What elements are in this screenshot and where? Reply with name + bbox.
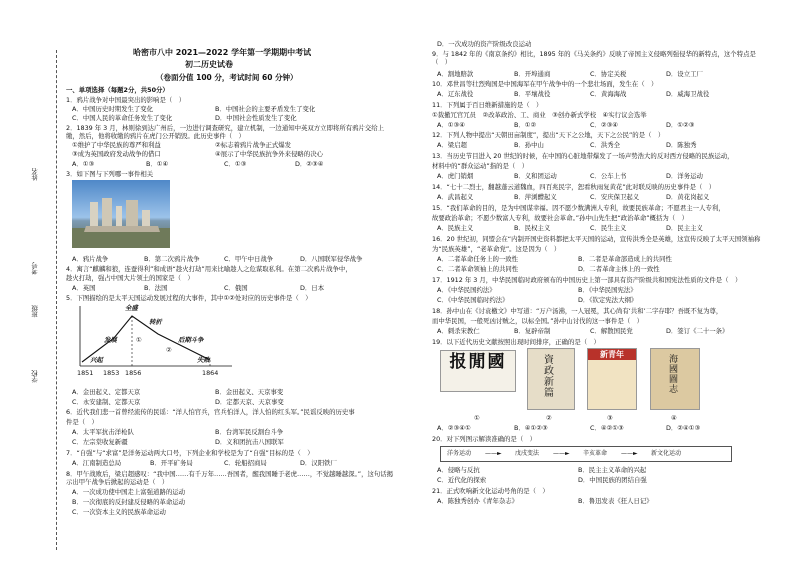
q20-option-b: B．民主主义革命的兴起 [578, 466, 647, 474]
q15-stem-2: 故要政治革命；不愿少数富人专利，故要社会革命。”孙中山先生把“政治革命”概括为（ ） [432, 214, 688, 222]
q19-option-b: B．④①②③ [514, 424, 548, 432]
q2-item-4: ④展示了中华民族抗争外来侵略的决心 [215, 150, 323, 158]
q3-option-c: C．甲午中日战争 [224, 255, 274, 263]
diagram-label-start: 兴起 [90, 356, 103, 364]
q2-stem: 2．1839 年 3 月，林则徐到达广州后，一边进行调查研究，建立机制，一边通知中英双方立即将所有鸦片交给上缴，然后，他将收缴的鸦片在虎门公开销毁。此历史事件（ ） [66, 124, 385, 140]
q16-option-c: C．二者革命领袖上的共同性 [437, 265, 519, 273]
q7-option-c: C．轮船招商局 [224, 459, 267, 467]
q8-option-d: D．一次成功的资产阶级改良运动 [437, 40, 532, 48]
q20-option-a: A．侵略与反抗 [437, 466, 480, 474]
q20-option-d: D．中国民族的团结自强 [578, 476, 647, 484]
q1-stem: 1．鸦片战争对中国最突出的影响是（ ） [66, 96, 186, 104]
q11-stem: 11．下列属于百日维新措施的是（ ） [432, 101, 543, 109]
q19-marker-1: ① [474, 414, 480, 422]
flow-arrow-3: ——► [621, 450, 638, 457]
q5-stem: 5．下图描绘的是太平天国运动发展过程的大事件，其中①②处对应的历史事件是（ ） [66, 294, 312, 302]
q6-stem: 6．近代我们悲一首曾经流传的民谣：“洋人怕官兵，官兵怕洋人，洋人怕的红头军。”民谣反映的历史事 [66, 408, 355, 416]
q6-stem-2: 件是（ ） [66, 418, 98, 426]
binding-school-label: 学校 [31, 370, 39, 383]
q8-option-c: C．一次资本主义的民族革命运动 [72, 508, 166, 516]
q4-stem: 4．寓言“麒麟和狼，连蚕得利”和成语“趁火打劫”用来比喻趁人之危谋取私利。在第二次鸦片战争中， [66, 265, 352, 273]
diagram-x-1856: 1856 [125, 369, 142, 377]
q3-option-a: A．鸦片战争 [72, 255, 109, 263]
q4-option-d: D．日本 [300, 284, 325, 292]
flow-step-4: 新文化运动 [651, 450, 682, 457]
q5-option-a: A．金田起义、定都天京 [72, 388, 141, 396]
q13-option-a: A．虎门销烟 [437, 172, 474, 180]
flow-step-3: 辛亥革命 [583, 450, 608, 457]
q1-option-a: A．中国历史时期发生了变化 [72, 105, 154, 113]
q19-image-4 [650, 348, 700, 410]
q17-option-d: D．《钦定宪法大纲》 [578, 296, 638, 304]
q19-image-1-masthead: 报閒國 [449, 352, 507, 372]
q16-stem-2: 为“民族英雄”，“老革命党”。这是因为（ ） [432, 245, 561, 253]
q14-option-a: A．武昌起义 [437, 193, 474, 201]
q15-option-b: B．民权主义 [514, 224, 551, 232]
q12-option-a: A．梁启超 [437, 141, 467, 149]
q7-option-d: D．汉阳铁厂 [300, 459, 337, 467]
q10-option-b: B．平壤战役 [514, 90, 551, 98]
diagram-marker-2: ② [166, 346, 172, 354]
q21-option-b: B．鲁迅发表《狂人日记》 [578, 497, 653, 505]
binding-name-label: 姓名 [31, 168, 39, 181]
q17-option-b: B．《中华民国宪法》 [578, 286, 637, 294]
flow-arrow-1: ——► [485, 450, 502, 457]
binding-line [56, 50, 57, 550]
q9-option-b: B．开埠通商 [514, 70, 551, 78]
q12-option-d: D．陈独秀 [666, 141, 697, 149]
q19-image-3-title: 新青年 [588, 349, 636, 360]
q11-option-b: B．①② [514, 121, 537, 129]
exam-info: （卷面分值 100 分，考试时间 60 分钟） [156, 73, 298, 82]
q2-option-d: D．②③④ [295, 160, 324, 168]
q14-stem: 14．“七十二烈士，翻越蓬云道魏血，四百兆民字，恕看秋雨复黄花”此对联反映的历史事件是（ ） [432, 183, 716, 191]
q19-image-1 [440, 350, 516, 392]
q2-item-3: ③成为英国政府发动战争的借口 [72, 150, 161, 158]
diagram-label-top: 全盛 [125, 304, 138, 312]
q19-option-c: C．④②①③ [590, 424, 624, 432]
q5-option-c: C．永安建制、定都天京 [72, 398, 141, 406]
q18-option-c: C．解散国民党 [590, 327, 633, 335]
q15-option-d: D．民主主义 [666, 224, 703, 232]
q4-option-b: B．法国 [144, 284, 168, 292]
q6-option-d: D．义和团抗击八国联军 [215, 438, 284, 446]
q10-option-d: D．威海卫战役 [666, 90, 710, 98]
q13-stem: 13．当历史节目进入 20 世纪的时候，在中国的心脏地带爆发了一场声势浩大的反对西方侵略的民族运动， [432, 152, 734, 160]
q6-option-c: C．左宗棠收复新疆 [72, 438, 128, 446]
q4-option-a: A．英国 [72, 284, 96, 292]
q10-stem: 10．邓世昌等壮烈殉国是中国海军在甲午战争中的一个悲壮场面，发生在（ ） [432, 80, 658, 88]
q17-option-c: C．《中华民国临时约法》 [437, 296, 509, 304]
q3-option-b: B．第二次鸦片战争 [144, 255, 200, 263]
q8-stem: 8．甲午战败后，梁启超感叹：“我中国……有千万年……吾国者，醒我国睡于老虎……，不觉越睡越深。”，这句话揭示出甲午战争后掀起的运动是（ ） [66, 470, 394, 486]
q6-option-a: A．太平军抗击洋枪队 [72, 428, 134, 436]
q12-option-c: C．洪秀全 [590, 141, 621, 149]
q3-stem: 3．如下图与下列哪一事件相关 [66, 170, 154, 178]
q19-marker-3: ③ [607, 414, 613, 422]
q17-stem: 17．1912 年 3 月，中华民国临时政府颁布的中国历史上第一部具有资产阶级共和国宪法性质的文件是（ ） [432, 276, 742, 284]
q15-option-c: C．民生主义 [590, 224, 627, 232]
q17-option-a: A．《中华民国约法》 [437, 286, 496, 294]
q2-option-c: C．①③ [224, 160, 247, 168]
q15-stem: 15．“我们革命的目的，是为中国谋幸福。因不愿少数满洲人专利，故要民族革命；不愿君主一人专利， [432, 204, 725, 212]
q14-option-b: B．萍浏醴起义 [514, 193, 557, 201]
flow-step-1: 洋务运动 [447, 450, 472, 457]
flow-step-2: 戊戌变法 [515, 450, 540, 457]
q18-stem: 18．孙中山在《讨袁檄文》中写道：“万户汤沸，一人冠冕，其心尚有‘共和’二字存耶？吾既不复为尊， [432, 307, 723, 315]
q19-option-d: D．②④①③ [666, 424, 701, 432]
q16-option-a: A．二者革命任务上的一致性 [437, 255, 519, 263]
q12-option-b: B．孙中山 [514, 141, 544, 149]
q9-option-c: C．协定关税 [590, 70, 627, 78]
q6-option-b: B．台湾军民反割台斗争 [215, 428, 284, 436]
exam-title: 哈密市八中 2021—2022 学年第一学期期中考试 [133, 48, 312, 57]
q18-stem-2: 而中华民国，一般死凶讨贼之，以标全国。”孙中山讨伐的这一事件是（ ） [432, 317, 643, 325]
q1-option-c: C．中国人民的革命任务发生了变化 [72, 114, 173, 122]
diagram-label-turn: 转折 [149, 318, 162, 326]
q7-option-a: A．江南制造总局 [72, 459, 122, 467]
q20-flow [440, 446, 732, 462]
q4-option-c: C．俄国 [224, 284, 248, 292]
q20-option-c: C．近代化的探索 [437, 476, 487, 484]
q2-option-a: A．①③ [72, 160, 95, 168]
q15-option-a: A．民族主义 [437, 224, 474, 232]
q13-option-c: C．公车上书 [590, 172, 627, 180]
flow-arrow-2: ——► [553, 450, 570, 457]
ruins-drawing [72, 180, 170, 248]
q18-option-a: A．刺杀宋教仁 [437, 327, 480, 335]
q11-option-c: C．②③④ [590, 121, 619, 129]
q4-stem-2: 趁火打劫，强占中国大片领土的国家是（ ） [66, 274, 194, 282]
q18-option-d: D．签订《二十一条》 [666, 327, 729, 335]
q11-option-d: D．①②③ [666, 121, 695, 129]
diagram-x-1853: 1853 [103, 369, 120, 377]
q2-item-1: ①维护了中华民族的尊严和利益 [72, 141, 161, 149]
section-title: 一、单项选择（每题2分，共50分） [66, 86, 169, 94]
diagram-x-1864: 1864 [202, 369, 219, 377]
q9-stem: 9．与 1842 年的《南京条约》相比，1895 年的《马关条约》反映了帝国主义侵略列强侵华的新特点，这个特点是（ ） [432, 50, 756, 66]
q13-stem-2: 材料中的“群众运动”指的是（ ） [432, 162, 529, 170]
q16-stem: 16．20 世纪初，同盟会在“内制开国史资料都把太平天国的运动，宣传洪秀全是英雄，这宣传反映了太平天国领袖称 [432, 235, 761, 243]
q12-stem: 12．下列人物中提出“天朝田亩制度”，提出“天下之公地，天下之公民”的是（ ） [432, 131, 665, 139]
q8-option-b: B．一次彻底的反封建反侵略的革命运动 [72, 498, 186, 506]
q21-stem: 21．正式吹响新文化运动号角的是（ ） [432, 487, 549, 495]
q19-image-2-title: 資政新篇 [544, 355, 554, 399]
q20-stem: 20．对下列图示解读准确的是（ ） [432, 435, 536, 443]
diagram-label-fail: 失败 [197, 356, 210, 364]
q19-stem: 19．以下近代历史文献按照出现时间排序，正确的是（ ） [432, 338, 600, 346]
q10-option-c: C．黄海海战 [590, 90, 627, 98]
q13-option-b: B．义和团运动 [514, 172, 557, 180]
ruins-photo [72, 180, 170, 248]
q11-option-a: A．①③④ [437, 121, 465, 129]
diagram-label-late: 后期斗争 [178, 336, 204, 344]
q5-option-d: D．定都天京、天京事变 [215, 398, 284, 406]
q13-option-d: D．洋务运动 [666, 172, 703, 180]
binding-exam-no-label: 考号 [31, 262, 39, 275]
q7-stem: 7．“自强”与“求富”是洋务运动两大口号，下列企业和学校是为了“自强”目标的是（ ） [66, 449, 314, 457]
q9-option-d: D．设立工厂 [666, 70, 703, 78]
binding-class-label: 班级 [31, 305, 39, 318]
q21-option-a: A．陈独秀创办《青年杂志》 [437, 497, 519, 505]
q14-option-d: D．黄花岗起义 [666, 193, 710, 201]
q11-items: ①裁撤冗官冗员 ②改革政治、工、商业 ③创办新式学校 ④实行议会选举 [432, 111, 647, 119]
q19-image-3 [587, 348, 637, 410]
q19-image-2 [527, 348, 575, 410]
q5-option-b: B．金田起义、天京事变 [215, 388, 284, 396]
q19-marker-4: ④ [671, 414, 677, 422]
q9-option-a: A．割地赔款 [437, 70, 474, 78]
q19-marker-2: ② [546, 414, 552, 422]
q1-option-b: B．中国社会的主要矛盾发生了变化 [215, 105, 316, 113]
diagram-marker-1: ① [136, 336, 142, 344]
diagram-label-dev: 发展 [104, 336, 117, 344]
q3-option-d: D．八国联军侵华战争 [300, 255, 363, 263]
q8-option-a: A．一次成功使中国走上富强道路的运动 [72, 488, 186, 496]
diagram-x-1851: 1851 [77, 369, 94, 377]
q14-option-c: C．安庆保卫起义 [590, 193, 640, 201]
q1-option-d: D．中国社会性质发生了变化 [215, 114, 297, 122]
q7-option-b: B．开平矿务局 [150, 459, 193, 467]
q2-item-2: ②标志着鸦片战争正式爆发 [215, 141, 292, 149]
q16-option-b: B．二者是革命部造成上的共同性 [578, 255, 672, 263]
q2-option-b: B．①④ [146, 160, 169, 168]
q18-option-b: B．复辟帝制 [514, 327, 551, 335]
q19-option-a: A．②③④① [437, 424, 471, 432]
exam-subject: 初二历史试卷 [185, 60, 233, 69]
q16-option-d: D．二者革命主体上的一致性 [578, 265, 660, 273]
q19-image-4-title: 海國圖志 [669, 355, 679, 395]
q10-option-a: A．辽东战役 [437, 90, 474, 98]
